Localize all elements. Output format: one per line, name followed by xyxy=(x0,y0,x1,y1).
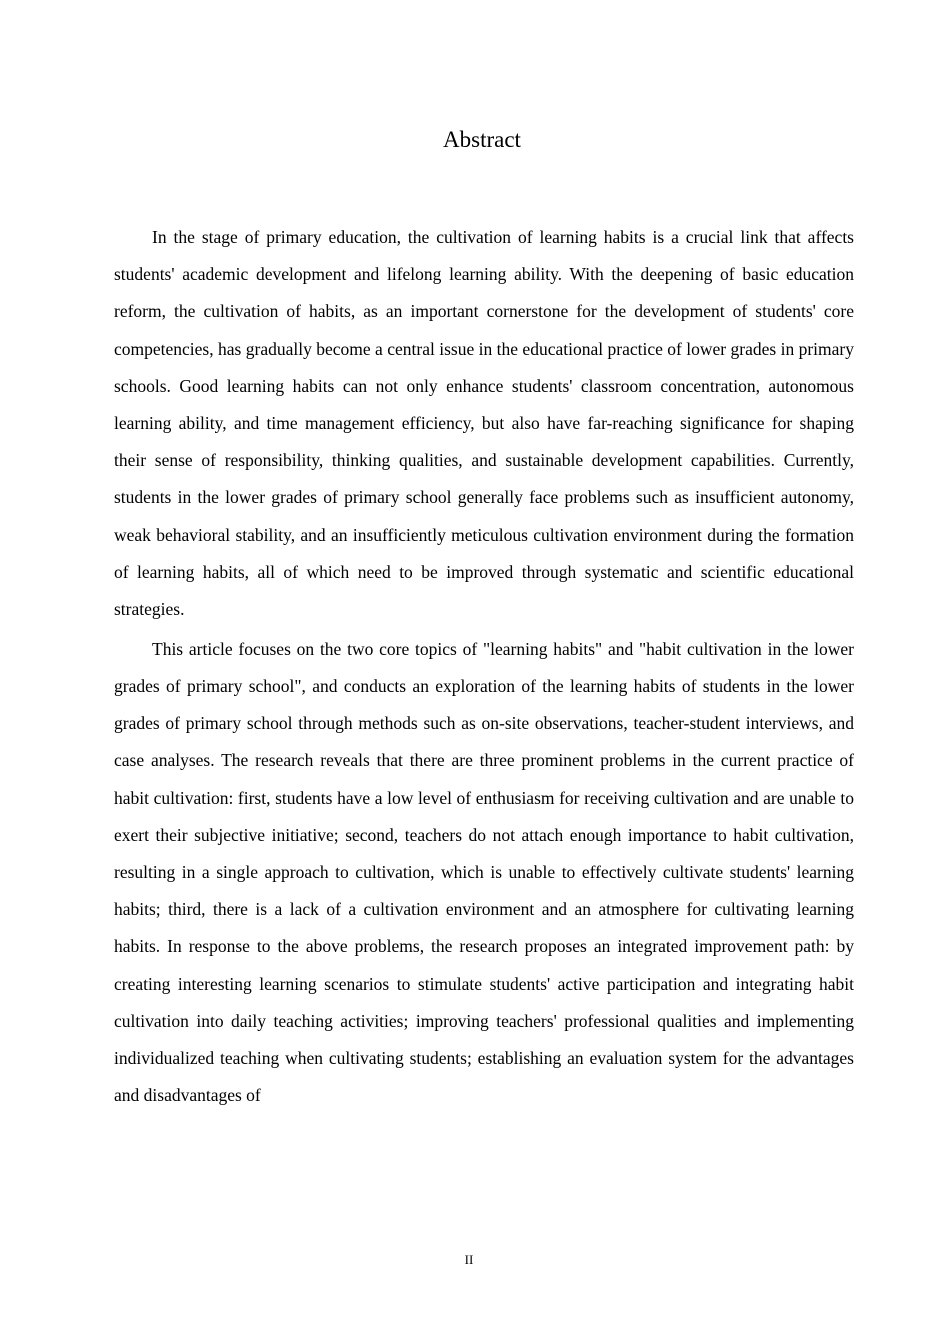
abstract-paragraph-2: This article focuses on the two core topics of "learning habits" and "habit cultivation in the lower grades of primary school", and conducts an exploration of the learning habits of students in the lower grades of primary school through methods such as on-site observations, teacher-student interviews, and case analyses. The research reveals that there are three prominent problems in the current practice of habit cultivation: first, students have a low level of enthusiasm for receiving cultivation and are unable to exert their subjective initiative; second, teachers do not attach enough importance to habit cultivation, resulting in a single approach to cultivation, which is unable to effectively cultivate students' learning habits; third, there is a lack of a cultivation environment and an atmosphere for cultivating learning habits. In response to the above problems, the research proposes an integrated improvement path: by creating interesting learning scenarios to stimulate students' active participation and integrating habit cultivation into daily teaching activities; improving teachers' professional qualities and implementing individualized teaching when cultivating students; establishing an evaluation system for the advantages and disadvantages of xyxy=(114,638,854,1106)
abstract-paragraph-1: In the stage of primary education, the cultivation of learning habits is a crucial link that affects students' academic development and lifelong learning ability. With the deepening of basic education reform, the cultivation of habits, as an important cornerstone for the development of students' core competencies, has gradually become a central issue in the educational practice of lower grades in primary schools. Good learning habits can not only enhance students' classroom concentration, autonomous learning ability, and time management efficiency, but also have far-reaching significance for shaping their sense of responsibility, thinking qualities, and sustainable development capabilities. Currently, students in the lower grades of primary school generally face problems such as insufficient autonomy, weak behavioral stability, and an insufficiently meticulous cultivation environment during the formation of learning habits, all of which need to be improved through systematic and scientific educational strategies. xyxy=(114,227,854,620)
page-title: Abstract xyxy=(443,127,521,152)
abstract-body xyxy=(114,219,854,1114)
page-number: II xyxy=(464,1252,474,1267)
